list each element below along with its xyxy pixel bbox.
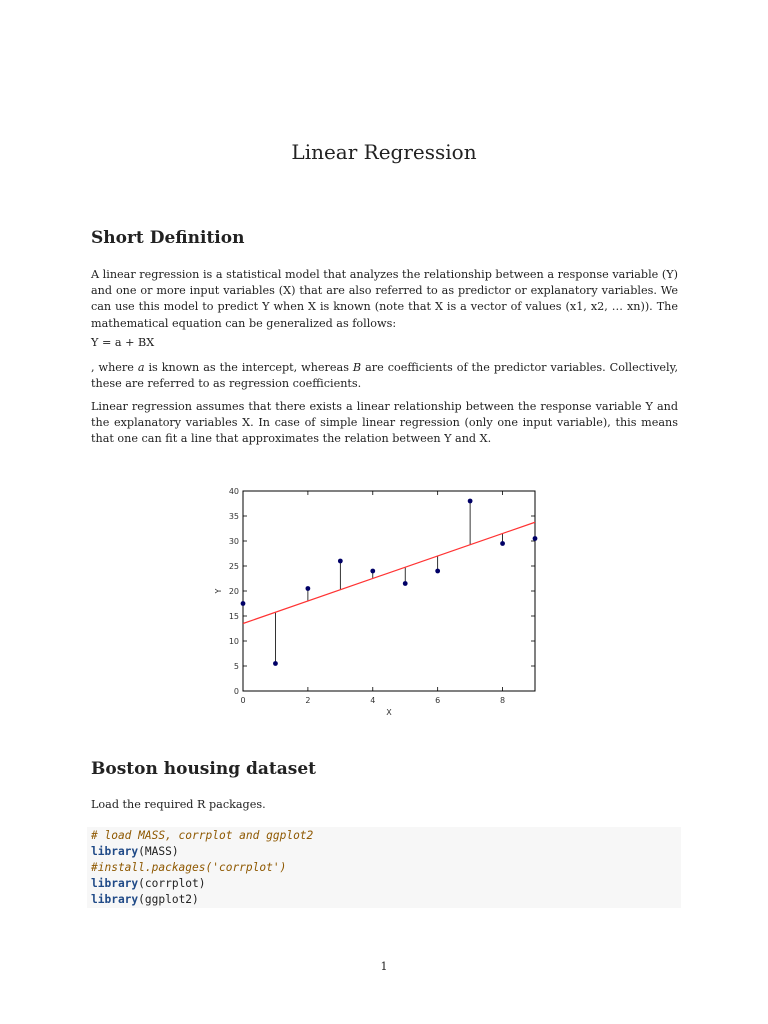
load-packages-text: Load the required R packages. — [91, 798, 266, 811]
plot-frame — [243, 491, 535, 691]
code-keyword: library — [91, 845, 139, 858]
x-tick-label: 4 — [370, 696, 376, 705]
coefficients-text-suffix: are coefficients of the predictor variables. Collectively, these are referred to as regression coefficients. — [91, 361, 679, 391]
section-heading-short-definition: Short Definition — [91, 228, 245, 248]
section-heading-boston-housing: Boston housing dataset — [91, 759, 317, 779]
x-axis-label: X — [386, 708, 392, 717]
code-args: (ggplot2) — [138, 893, 199, 906]
code-comment-load: # load MASS, corrplot and ggplot2 — [91, 829, 314, 842]
code-comment-install: #install.packages('corrplot') — [91, 861, 287, 874]
y-axis-label: Y — [214, 588, 223, 594]
y-tick-label: 30 — [228, 537, 239, 546]
intercept-symbol: a — [137, 361, 145, 374]
x-tick-label: 2 — [305, 696, 311, 705]
code-keyword: library — [91, 893, 139, 906]
data-point — [370, 569, 375, 574]
data-point — [500, 541, 505, 546]
y-tick-label: 40 — [228, 487, 239, 496]
code-block — [87, 827, 681, 908]
y-tick-label: 35 — [228, 512, 239, 521]
regression-scatter-chart — [212, 482, 542, 722]
definition-paragraph: A linear regression is a statistical model that analyzes the relationship between a response variable (Y) and one or more input variables (X) that are also referred to as predictor or explanatory variables. We can use this model to predict Y when X is known (note that X is a vector of values (x1, x2, … xn)). The mathematical equation can be generalized as follows: — [91, 268, 678, 330]
data-point — [468, 499, 473, 504]
regression-equation: Y = a + BX — [91, 336, 155, 349]
data-point — [403, 581, 408, 586]
code-library-ggplot2 — [91, 893, 199, 906]
y-tick-label: 25 — [228, 562, 239, 571]
data-point — [305, 586, 310, 591]
code-library-mass — [91, 845, 179, 858]
code-args: (MASS) — [138, 845, 179, 858]
y-tick-label: 5 — [233, 662, 239, 671]
coefficients-text-mid: is known as the intercept, whereas — [144, 361, 353, 374]
y-tick-label: 0 — [233, 687, 239, 696]
regression-figure — [212, 482, 542, 722]
x-tick-label: 8 — [500, 696, 506, 705]
data-point — [273, 661, 278, 666]
page-title: Linear Regression — [291, 140, 477, 164]
code-library-corrplot — [91, 877, 206, 890]
y-tick-label: 20 — [228, 587, 239, 596]
y-tick-label: 15 — [228, 612, 239, 621]
data-point — [338, 559, 343, 564]
data-point — [533, 536, 538, 541]
code-args: (corrplot) — [138, 877, 206, 890]
regression-fit-line — [243, 522, 535, 623]
y-tick-label: 10 — [228, 637, 239, 646]
page-number: 1 — [380, 960, 388, 973]
x-tick-label: 6 — [435, 696, 441, 705]
code-keyword: library — [91, 877, 139, 890]
assumption-paragraph: Linear regression assumes that there exists a linear relationship between the response variable Y and the explanatory variables X. In case of simple linear regression (only one input variable), this means that one can fit a line that approximates the relation between Y and X. — [91, 400, 678, 446]
data-point — [241, 601, 246, 606]
data-point — [435, 569, 440, 574]
coefficient-symbol: B — [352, 361, 362, 374]
coefficients-text-prefix: , where — [91, 361, 138, 374]
x-tick-label: 0 — [240, 696, 246, 705]
coefficients-paragraph — [91, 360, 678, 392]
